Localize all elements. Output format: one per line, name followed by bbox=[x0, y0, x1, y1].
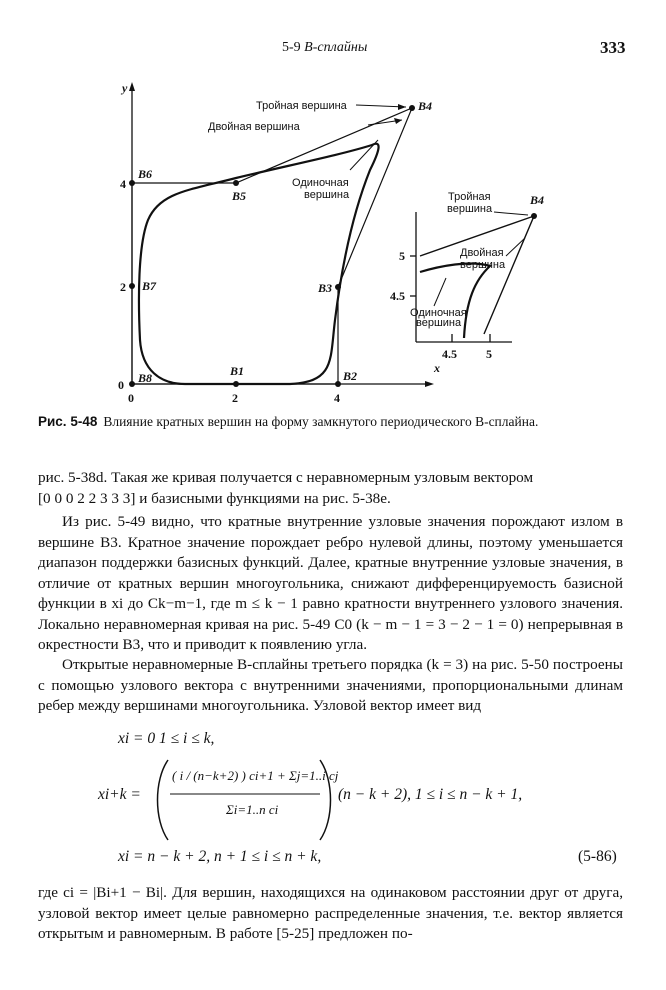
label-B5: B5 bbox=[232, 189, 247, 203]
inset-double-1: Двойная bbox=[460, 247, 504, 259]
tick-y-2: 2 bbox=[120, 280, 126, 294]
inset-single-2: вершина bbox=[416, 317, 462, 329]
inset-double-2: вершина bbox=[460, 259, 506, 271]
label-single-vertex-2: вершина bbox=[304, 189, 350, 201]
tick-x-4: 4 bbox=[334, 391, 340, 405]
paragraph-2: Из рис. 5-49 видно, что кратные внутренние узловые значения порождают излом в вершине B3. Кратное значение порождает ребро нулевой длины, поэтому уменьшается диапазон поддержки базисных функций. Далее, кратные внутренние узловые значения, в отличие от кратных вершин многоугольника, снижают дифференцируемость базисной функции в xi до Ck−m−1, где m ≤ k − 1 равно кратности внутреннего узлового значения. Локально неравномерная кривая на рис. 5-49 C0 (k − m − 1 = 3 − 2 − 1 = 0) непрерывная в окрестности B3, что и приводит к появлению угла. bbox=[38, 513, 623, 653]
equation-graphics bbox=[0, 730, 666, 870]
equation-5-86 bbox=[0, 730, 666, 870]
caption-label: Рис. 5-48 bbox=[38, 414, 98, 429]
equation-line-2-rhs: (n − k + 2), 1 ≤ i ≤ n − k + 1, bbox=[338, 786, 523, 803]
label-single-vertex-1: Одиночная bbox=[292, 177, 349, 189]
caption-text: Влияние кратных вершин на форму замкнутого периодического B-сплайна. bbox=[103, 414, 539, 429]
inset-tick-y-45: 4.5 bbox=[390, 289, 405, 303]
equation-line-2-denominator: Σi=1..n ci bbox=[226, 802, 279, 817]
label-B8: B8 bbox=[138, 371, 153, 385]
tick-y-4: 4 bbox=[120, 177, 126, 191]
inset-label-B4: B4 bbox=[530, 193, 545, 207]
figure-caption bbox=[38, 414, 638, 430]
tick-x-2: 2 bbox=[232, 391, 238, 405]
inset-single-1: Одиночная bbox=[410, 307, 467, 319]
page-number: 333 bbox=[600, 38, 626, 57]
equation-number: (5-86) bbox=[578, 848, 617, 865]
control-polygon bbox=[132, 108, 412, 384]
equation-line-1: xi = 0 1 ≤ i ≤ k, bbox=[118, 730, 215, 747]
label-B1: B1 bbox=[230, 364, 245, 378]
page-header bbox=[0, 38, 666, 62]
inset-tick-y-5: 5 bbox=[399, 249, 405, 263]
equation-line-3: xi = n − k + 2, n + 1 ≤ i ≤ n + k, bbox=[118, 848, 322, 865]
y-axis-label: y bbox=[122, 81, 128, 95]
inset-triple-2: вершина bbox=[447, 203, 493, 215]
tick-y-0: 0 bbox=[118, 378, 124, 392]
figure-5-48 bbox=[0, 70, 666, 410]
running-head: 5-9 B-сплайны bbox=[282, 40, 368, 55]
label-B6: B6 bbox=[138, 167, 153, 181]
figure-svg bbox=[0, 70, 666, 410]
equation-line-2-numerator: ( i / (n−k+2) ) ci+1 + Σj=1..i cj bbox=[172, 768, 339, 783]
tick-x-0: 0 bbox=[128, 391, 134, 405]
inset-tick-x-45: 4.5 bbox=[442, 347, 457, 361]
x-axis-label: x bbox=[434, 361, 440, 375]
paragraph-1-line-2: [0 0 0 2 2 3 3 3] и базисными функциями на рис. 5-38e. bbox=[38, 489, 391, 507]
label-B7: B7 bbox=[142, 279, 157, 293]
label-double-vertex: Двойная вершина bbox=[208, 121, 300, 133]
inset-triple-1: Тройная bbox=[448, 191, 491, 203]
label-B3: B3 bbox=[318, 281, 333, 295]
paragraph-1 bbox=[38, 468, 623, 509]
paragraph-3: Открытые неравномерные B-сплайны третьего порядка (k = 3) на рис. 5-50 построены с помощью узлового вектора с внутренними значениями, пропорциональными длинам ребер между вершинами многоугольника. Узловой вектор имеет вид bbox=[38, 656, 623, 714]
label-B4: B4 bbox=[418, 99, 433, 113]
paragraph-1-line-1: рис. 5-38d. Такая же кривая получается с неравномерным узловым вектором bbox=[38, 469, 534, 486]
paragraph-4: где ci = |Bi+1 − Bi|. Для вершин, находящихся на одинаковом расстоянии друг от друга, узловой вектор имеет целые равномерно распределенные значения, т.е. вектор является открытым и равномерным. В работе [5-25] предложен по- bbox=[38, 884, 623, 942]
inset-tick-x-5: 5 bbox=[486, 347, 492, 361]
label-triple-vertex: Тройная вершина bbox=[256, 100, 347, 112]
equation-line-2-lhs: xi+k = bbox=[98, 786, 141, 803]
label-B2: B2 bbox=[343, 369, 358, 383]
